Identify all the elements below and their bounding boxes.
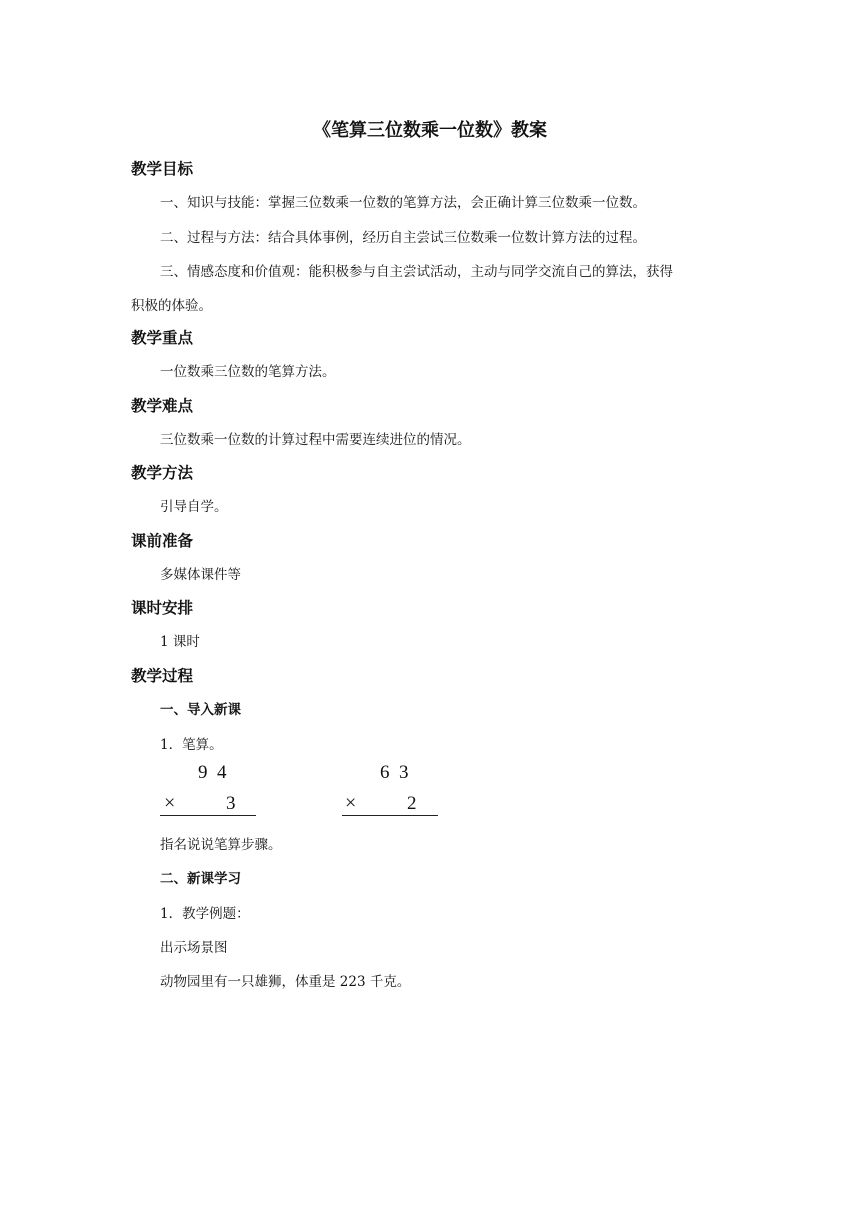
vertical-multiplication-1 <box>160 760 260 820</box>
multiplier: 3 <box>226 793 236 814</box>
intro-after-text: 指名说说笔算步骤。 <box>160 837 282 853</box>
document-title: 《笔算三位数乘一位数》教案 <box>313 120 547 141</box>
objective-attitude-line1: 三、情感态度和价值观：能积极参与自主尝试活动，主动与同学交流自己的算法，获得 <box>160 264 673 280</box>
multiplier: 2 <box>407 793 417 814</box>
schedule-text: 1 课时 <box>160 634 200 650</box>
objective-knowledge: 一、知识与技能：掌握三位数乘一位数的笔算方法，会正确计算三位数乘一位数。 <box>160 195 646 211</box>
vertical-multiplication-2 <box>342 760 442 820</box>
new-lesson-line-2: 出示场景图 <box>160 940 228 956</box>
heading-process: 教学过程 <box>131 667 194 685</box>
heading-method: 教学方法 <box>131 464 194 482</box>
objective-process: 二、过程与方法：结合具体事例，经历自主尝试三位数乘一位数计算方法的过程。 <box>160 230 646 246</box>
heading-preparation: 课前准备 <box>131 532 194 550</box>
method-text: 引导自学。 <box>160 499 228 515</box>
subheading-new-lesson: 二、新课学习 <box>160 871 241 887</box>
new-lesson-item-1: 1．教学例题： <box>160 906 250 922</box>
heading-key-points: 教学重点 <box>131 329 194 347</box>
multiplicand: 6 3 <box>380 762 409 783</box>
subheading-intro: 一、导入新课 <box>160 702 241 718</box>
heading-objectives: 教学目标 <box>131 160 194 178</box>
sum-line <box>160 815 256 816</box>
heading-difficulty: 教学难点 <box>131 397 194 415</box>
objective-attitude-line2: 积极的体验。 <box>131 298 212 314</box>
multiplicand: 9 4 <box>198 762 227 783</box>
intro-item-1: 1．笔算。 <box>160 737 223 753</box>
multiply-sign: × <box>164 792 176 814</box>
key-points-text: 一位数乘三位数的笔算方法。 <box>160 364 336 380</box>
heading-schedule: 课时安排 <box>131 599 194 617</box>
sum-line <box>342 815 438 816</box>
preparation-text: 多媒体课件等 <box>160 567 241 583</box>
multiply-sign: × <box>345 792 357 814</box>
new-lesson-line-3: 动物园里有一只雄狮，体重是 223 千克。 <box>160 974 411 990</box>
difficulty-text: 三位数乘一位数的计算过程中需要连续进位的情况。 <box>160 432 471 448</box>
